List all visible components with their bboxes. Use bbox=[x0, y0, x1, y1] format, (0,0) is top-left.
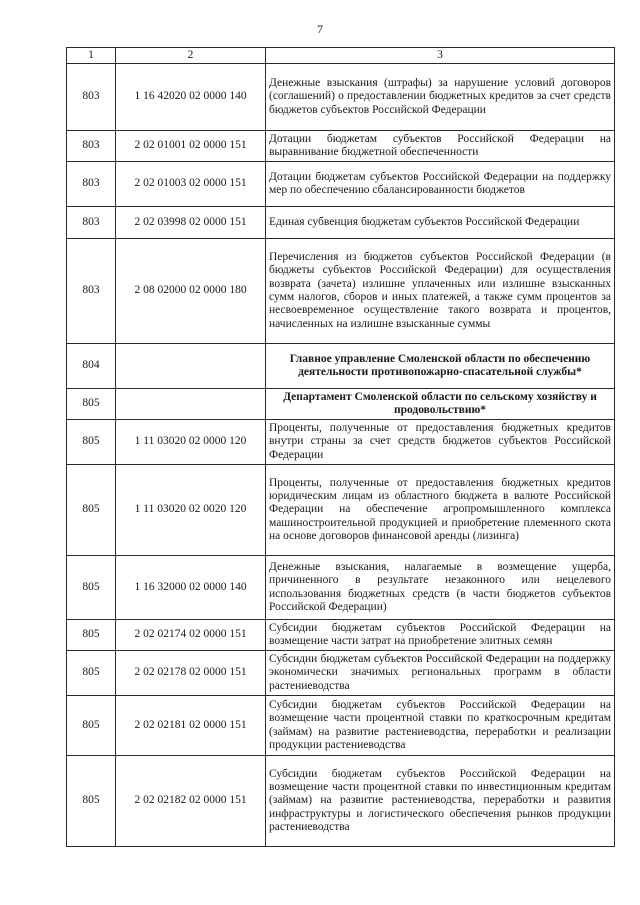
admin-code-cell: 805 bbox=[67, 756, 116, 847]
budget-code-cell: 1 16 42020 02 0000 140 bbox=[116, 64, 266, 131]
table-row bbox=[67, 389, 615, 420]
table-row bbox=[67, 756, 615, 847]
table-row bbox=[67, 131, 615, 162]
description-cell: Проценты, полученные от предоставления бюджетных кредитов юридическим лицам из областного бюджета в валюте Российской Федерации на обеспечение агропромышленного комплекса машиностроительной продукцией и приобретение племенного скота на основе договоров финансовой аренды (лизинга) bbox=[266, 465, 615, 556]
budget-code-cell: 1 11 03020 02 0000 120 bbox=[116, 420, 266, 465]
budget-code-cell: 2 08 02000 02 0000 180 bbox=[116, 239, 266, 344]
budget-codes-table bbox=[66, 47, 615, 847]
budget-code-cell: 2 02 02181 02 0000 151 bbox=[116, 696, 266, 756]
budget-code-cell: 1 11 03020 02 0020 120 bbox=[116, 465, 266, 556]
description-cell: Перечисления из бюджетов субъектов Российской Федерации (в бюджеты субъектов Российской Федерации) для осуществления возврата (зачета) излишне уплаченных или излишне взысканных сумм налогов, сборов и иных платежей, а также сумм процентов за несвоевременное осуществление такого возврата и процентов, начисленных на излишне взысканные суммы bbox=[266, 239, 615, 344]
description-cell: Проценты, полученные от предоставления бюджетных кредитов внутри страны за счет средств бюджетов субъектов Российской Федерации bbox=[266, 420, 615, 465]
table-row bbox=[67, 64, 615, 131]
table-row bbox=[67, 696, 615, 756]
description-cell: Единая субвенция бюджетам субъектов Российской Федерации bbox=[266, 207, 615, 239]
description-cell: Субсидии бюджетам субъектов Российской Федерации на поддержку экономически значимых региональных программ в области растениеводства bbox=[266, 651, 615, 696]
table-row bbox=[67, 344, 615, 389]
description-cell: Дотации бюджетам субъектов Российской Федерации на поддержку мер по обеспечению сбалансированности бюджетов bbox=[266, 162, 615, 207]
admin-code-cell: 803 bbox=[67, 207, 116, 239]
description-cell: Денежные взыскания, налагаемые в возмещение ущерба, причиненного в результате незаконного или нецелевого использования бюджетных средств (в части бюджетов субъектов Российской Федерации) bbox=[266, 556, 615, 620]
admin-code-cell: 803 bbox=[67, 239, 116, 344]
description-cell: Денежные взыскания (штрафы) за нарушение условий договоров (соглашений) о предоставлении бюджетных кредитов за счет средств бюджетов субъектов Российской Федерации bbox=[266, 64, 615, 131]
admin-code-cell: 805 bbox=[67, 620, 116, 651]
table-row bbox=[67, 465, 615, 556]
budget-code-cell: 2 02 03998 02 0000 151 bbox=[116, 207, 266, 239]
header-col-1: 1 bbox=[67, 48, 116, 64]
budget-code-cell: 2 02 02178 02 0000 151 bbox=[116, 651, 266, 696]
budget-code-cell: 2 02 01003 02 0000 151 bbox=[116, 162, 266, 207]
admin-code-cell: 805 bbox=[67, 420, 116, 465]
admin-code-cell: 805 bbox=[67, 465, 116, 556]
budget-code-cell: 2 02 02174 02 0000 151 bbox=[116, 620, 266, 651]
admin-code-cell: 805 bbox=[67, 556, 116, 620]
budget-code-cell: 2 02 01001 02 0000 151 bbox=[116, 131, 266, 162]
admin-code-cell: 803 bbox=[67, 131, 116, 162]
description-cell: Субсидии бюджетам субъектов Российской Федерации на возмещение части процентной ставки по инвестиционным кредитам (займам) на развитие растениеводства, переработки и развития инфраструктуры и логистического обеспечения рынков продукции растениеводства bbox=[266, 756, 615, 847]
admin-code-cell: 805 bbox=[67, 389, 116, 420]
budget-code-cell: 2 02 02182 02 0000 151 bbox=[116, 756, 266, 847]
description-cell: Субсидии бюджетам субъектов Российской Федерации на возмещение части процентной ставки по краткосрочным кредитам (займам) на развитие растениеводства, переработки и реализации продукции растениеводства bbox=[266, 696, 615, 756]
admin-code-cell: 804 bbox=[67, 344, 116, 389]
table-header-row bbox=[67, 48, 615, 64]
table-row bbox=[67, 651, 615, 696]
department-heading-cell: Департамент Смоленской области по сельскому хозяйству и продовольствию* bbox=[266, 389, 615, 420]
admin-code-cell: 803 bbox=[67, 162, 116, 207]
header-col-3: 3 bbox=[266, 48, 615, 64]
table-row bbox=[67, 162, 615, 207]
department-heading-cell: Главное управление Смоленской области по обеспечению деятельности противопожарно-спасательной службы* bbox=[266, 344, 615, 389]
budget-code-cell: 1 16 32000 02 0000 140 bbox=[116, 556, 266, 620]
admin-code-cell: 803 bbox=[67, 64, 116, 131]
description-cell: Субсидии бюджетам субъектов Российской Федерации на возмещение части затрат на приобретение элитных семян bbox=[266, 620, 615, 651]
description-cell: Дотации бюджетам субъектов Российской Федерации на выравнивание бюджетной обеспеченности bbox=[266, 131, 615, 162]
admin-code-cell: 805 bbox=[67, 651, 116, 696]
table-row bbox=[67, 556, 615, 620]
table-row bbox=[67, 207, 615, 239]
budget-code-cell bbox=[116, 344, 266, 389]
table-row bbox=[67, 620, 615, 651]
page-number: 7 bbox=[317, 22, 323, 36]
table-row bbox=[67, 239, 615, 344]
admin-code-cell: 805 bbox=[67, 696, 116, 756]
header-col-2: 2 bbox=[116, 48, 266, 64]
table-row bbox=[67, 420, 615, 465]
budget-code-cell bbox=[116, 389, 266, 420]
